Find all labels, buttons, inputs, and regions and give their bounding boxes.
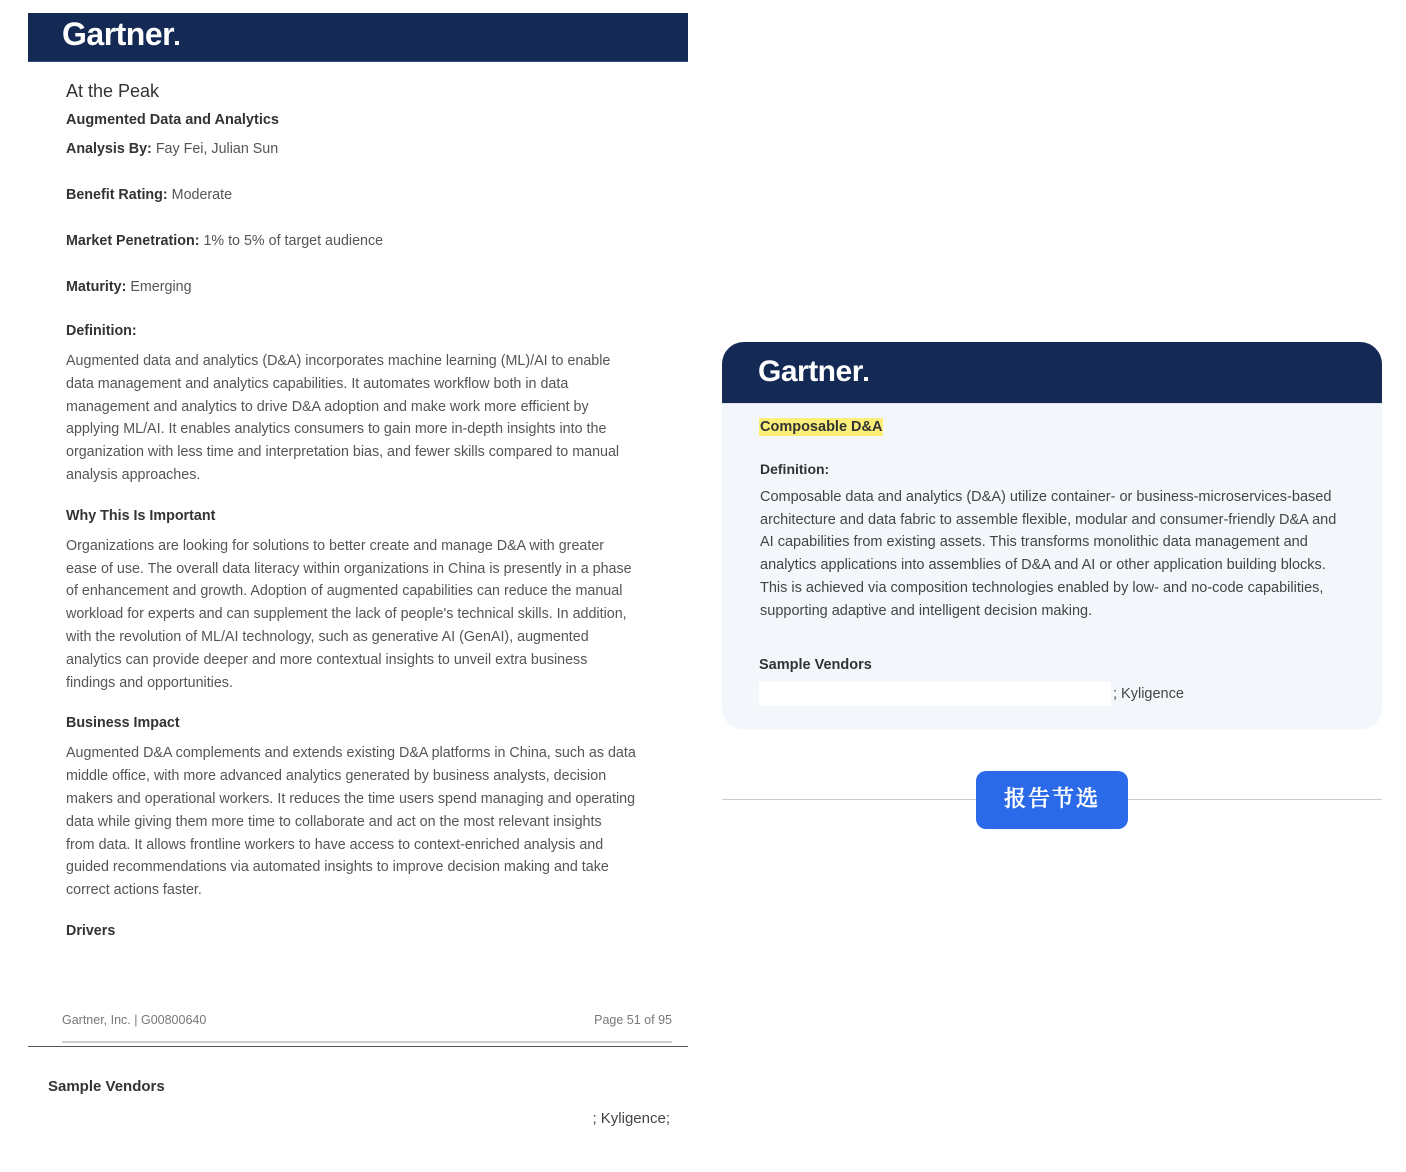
profile-title: Augmented Data and Analytics	[66, 112, 279, 128]
analysis-by-field	[66, 141, 676, 157]
paragraph-line: correct actions faster.	[66, 882, 202, 899]
page-break-line	[28, 1046, 688, 1047]
page-header-bar	[28, 13, 688, 62]
card-title: Composable D&A	[760, 419, 883, 435]
benefit-rating-label: Benefit Rating:	[66, 187, 168, 203]
paragraph-line: Augmented data and analytics (D&A) incorporates machine learning (ML)/AI to enable	[66, 353, 611, 369]
analysis-by-value: Fay Fei, Julian Sun	[155, 141, 279, 157]
card-definition-heading: Definition:	[760, 461, 830, 477]
drivers-heading: Drivers	[66, 922, 116, 939]
report-page	[28, 13, 688, 1172]
business-impact-paragraph	[66, 742, 676, 902]
paragraph-line: architecture and data fabric to assemble flexible, modular and consumer-friendly D&A and	[760, 511, 1337, 528]
why-important-paragraph	[66, 535, 676, 695]
paragraph-line: analytics applications into assemblies of D&A and AI or other application building blocks.	[760, 557, 1326, 574]
paragraph-line: Composable data and analytics (D&A) utilize container- or business-microservices-based	[760, 489, 1332, 505]
paragraph-line: makers and operational workers. It reduces the time users spend managing and operating	[66, 790, 636, 807]
paragraph-line: This is achieved via composition technologies enabled by low- and no-code capabilities,	[760, 579, 1324, 596]
paragraph-line: Augmented D&A complements and extends existing D&A platforms in China, such as data	[66, 745, 636, 762]
market-penetration-value: 1% to 5% of target audience	[203, 233, 384, 249]
definition-paragraph	[66, 350, 676, 487]
paragraph-line: ease of use. The overall data literacy within organizations in China is presently in a phase	[66, 560, 632, 577]
paragraph-line: Organizations are looking for solutions to better create and manage D&A with greater	[66, 537, 605, 554]
footer-doc-id: Gartner, Inc. | G00800640	[62, 1013, 207, 1027]
logo-dot-icon	[864, 377, 868, 381]
gartner-logo	[62, 16, 179, 53]
paragraph-line: guided recommendations via automated insights to improve decision making and take	[66, 859, 609, 876]
paragraph-line: management and analytics to drive D&A adoption and make work more efficient by	[66, 398, 589, 415]
paragraph-line: middle office, with more advanced analytics generated by business analysts, decision	[66, 768, 607, 785]
paragraph-line: data while giving them more time to collaborate and act on the most relevant insights	[66, 813, 602, 830]
gartner-logo-text: Gartner	[62, 16, 175, 52]
next-page-vendors-list: ; Kyligence;	[592, 1110, 670, 1127]
paragraph-line: findings and opportunities.	[66, 674, 233, 691]
paragraph-line: applying ML/AI. It enables analytics consumers to gain more in-depth insights into the	[66, 421, 607, 438]
analysis-by-label: Analysis By:	[66, 141, 152, 157]
gartner-logo	[758, 355, 868, 389]
next-page-vendors-heading: Sample Vendors	[48, 1078, 165, 1095]
maturity-value: Emerging	[130, 279, 192, 295]
logo-dot-icon	[175, 41, 179, 45]
card-header-bar	[722, 342, 1382, 404]
maturity-label: Maturity:	[66, 279, 127, 295]
paragraph-line: supporting adaptive and intelligent decision making.	[760, 602, 1093, 619]
report-excerpt-badge: 报告节选	[976, 771, 1128, 829]
paragraph-line: analytics can provide deeper and more contextual insights to unveil extra business	[66, 651, 588, 668]
paragraph-line: workload for experts and can supplement the lack of people's technical skills. In addition,	[66, 606, 627, 623]
footer-page-number: Page 51 of 95	[594, 1013, 672, 1027]
benefit-rating-field	[66, 187, 676, 203]
market-penetration-label: Market Penetration:	[66, 233, 200, 249]
paragraph-line: organization with less time and interpretation bias, and fewer skills compared to manual	[66, 444, 620, 461]
card-vendors-heading: Sample Vendors	[759, 657, 872, 673]
paragraph-line: of enhancement and growth. Adoption of augmented capabilities can reduce the manual	[66, 583, 623, 600]
card-definition-paragraph	[760, 486, 1366, 622]
page-body	[66, 81, 676, 939]
business-impact-heading: Business Impact	[66, 715, 180, 732]
card-vendors-list: ; Kyligence	[1113, 686, 1184, 702]
market-penetration-field	[66, 233, 676, 249]
paragraph-line: from data. It allows frontline workers to have access to context-enriched analysis and	[66, 836, 604, 853]
redacted-vendors-block	[759, 682, 1111, 706]
gartner-logo-text: Gartner	[758, 355, 863, 388]
benefit-rating-value: Moderate	[171, 187, 233, 203]
paragraph-line: AI capabilities from existing assets. This transforms monolithic data management and	[760, 534, 1308, 551]
page-footer	[62, 1013, 672, 1027]
section-heading: At the Peak	[66, 81, 160, 101]
maturity-field	[66, 279, 676, 295]
composable-da-card	[722, 342, 1382, 730]
footer-rule	[62, 1041, 672, 1043]
paragraph-line: analysis approaches.	[66, 466, 201, 483]
paragraph-line: with the revolution of ML/AI technology, such as generative AI (GenAI), augmented	[66, 628, 589, 645]
definition-heading: Definition:	[66, 323, 137, 339]
why-important-heading: Why This Is Important	[66, 507, 216, 524]
paragraph-line: data management and analytics capabilities. It automates workflow both in data	[66, 375, 569, 392]
